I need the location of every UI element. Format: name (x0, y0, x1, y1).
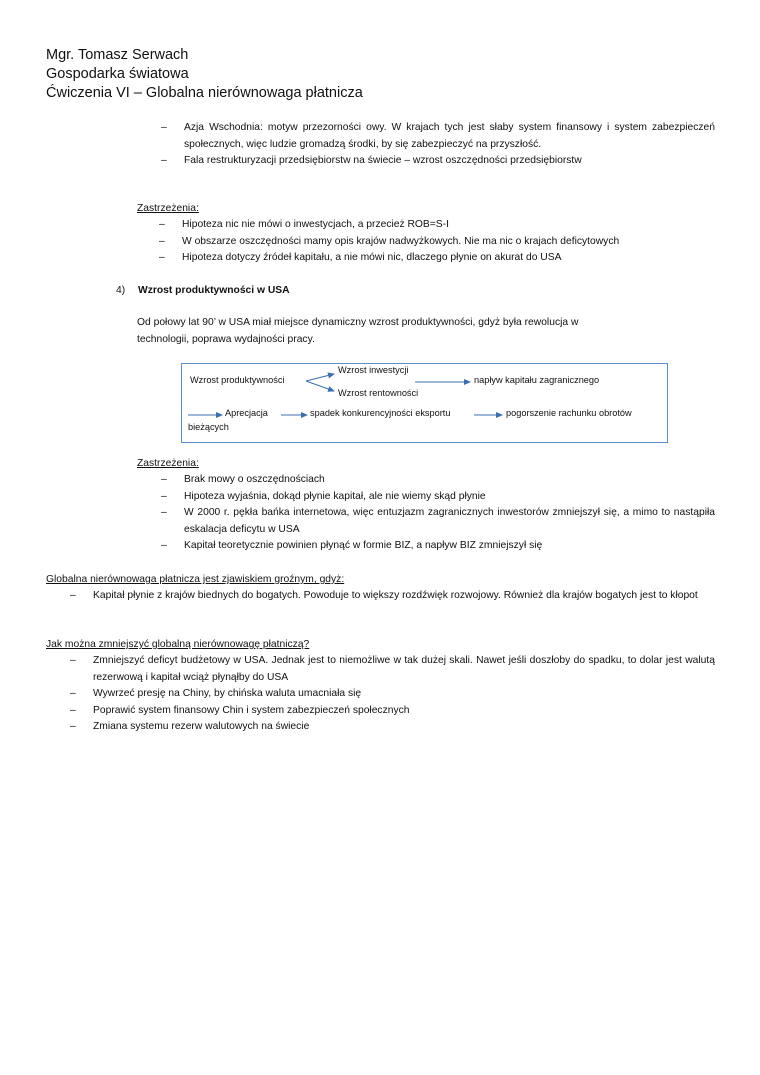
top-list (161, 120, 715, 170)
list-item: – Hipoteza dotyczy źródeł kapitału, a nie mówi nic, dlaczego płynie on akurat do USA (159, 250, 715, 267)
dash-marker: – (161, 540, 167, 551)
dash-marker: – (161, 155, 167, 166)
flow-diagram (181, 363, 668, 443)
node-profitability: Wzrost rentowności (338, 388, 419, 398)
section4-heading: Jak można zmniejszyć globalną nierównowagę płatniczą? (46, 639, 310, 650)
node-appreciation: Aprecjacja (225, 408, 268, 418)
list-item: – Wywrzeć presję na Chiny, by chińska waluta umacniała się (70, 686, 715, 703)
subject-title: Gospodarka światowa (46, 66, 189, 82)
list-item: – Zmiana systemu rezerw walutowych na świecie (70, 719, 715, 736)
dash-marker: – (159, 252, 165, 263)
list-item: – Kapitał teoretycznie powinien płynąć w formie BIZ, a napływ BIZ zmniejszył się (161, 538, 715, 555)
section2-list (161, 472, 715, 555)
dash-marker: – (70, 721, 76, 732)
section3-heading: Globalna nierównowaga płatnicza jest zjawiskiem groźnym, gdyż: (46, 574, 345, 585)
dash-marker: – (70, 590, 76, 601)
list-item: – W obszarze oszczędności mamy opis krajów nadwyżkowych. Nie ma nic o krajach deficytowych (159, 234, 715, 251)
node-investment: Wzrost inwestycji (338, 365, 409, 375)
document-header (46, 46, 363, 103)
dash-marker: – (161, 122, 167, 133)
dash-marker: – (159, 235, 165, 247)
section1-heading: Zastrzeżenia: (137, 203, 199, 214)
section1-list (159, 217, 715, 267)
list-item: – Poprawić system finansowy Chin i system zabezpieczeń społecznych (70, 703, 715, 720)
list-item: – W 2000 r. pękła bańka internetowa, więc entuzjazm zagranicznych inwestorów zmniejszył się, a mimo to nastąpiła eskalacja deficytu w USA (161, 507, 715, 535)
node-account-cont: bieżących (188, 422, 229, 432)
node-account: pogorszenie rachunku obrotów (506, 408, 632, 418)
dash-marker: – (159, 219, 165, 230)
point4-number: 4) (116, 285, 126, 296)
section4-list (70, 653, 715, 736)
list-item: – Zmniejszyć deficyt budżetowy w USA. Jednak jest to niemożliwe w tak dużej skali. Nawet jeśli doszłoby do spadku, to dolar jest walutą rezerwową i kapitał wciąż płynąłby do USA (70, 655, 715, 683)
node-capital-inflow: napływ kapitału zagranicznego (474, 375, 600, 385)
list-item: – Kapitał płynie z krajów biednych do bogatych. Powoduje to większy rozdźwięk rozwojowy. Również dla krajów bogatych jest to kłopot (70, 588, 715, 605)
arrow-to-investment (306, 374, 334, 381)
dash-marker: – (70, 704, 76, 716)
list-item: – Brak mowy o oszczędnościach (161, 472, 715, 489)
dash-marker: – (161, 507, 167, 518)
list-item: – Hipoteza nic nie mówi o inwestycjach, a przecież ROB=S-I (159, 217, 715, 234)
arrow-to-profitability (306, 381, 334, 391)
point4-paragraph: Od połowy lat 90’ w USA miał miejsce dynamiczny wzrost produktywności, gdyż była rewolucja w technologii, poprawa wydajności pracy. (137, 317, 579, 345)
point4-title: Wzrost produktywności w USA (138, 285, 290, 296)
dash-marker: – (70, 655, 76, 666)
page-title: Ćwiczenia VI – Globalna nierównowaga płatnicza (46, 85, 363, 101)
author-name: Mgr. Tomasz Serwach (46, 47, 189, 63)
list-item: – Fala restrukturyzacji przedsiębiorstw na świecie – wzrost oszczędności przedsiębiorstw (161, 153, 715, 170)
node-competitiveness: spadek konkurencyjności eksportu (310, 408, 451, 418)
list-item: – Azja Wschodnia: motyw przezorności owy. W krajach tych jest słaby system finansowy i system zabezpieczeń społecznych, więc ludzie gromadzą środki, by się zabezpieczyć na przyszłość. (161, 122, 715, 150)
section3-list (70, 588, 715, 605)
section2-heading: Zastrzeżenia: (137, 458, 199, 469)
dash-marker: – (70, 688, 76, 699)
list-item: – Hipoteza wyjaśnia, dokąd płynie kapitał, ale nie wiemy skąd płynie (161, 489, 715, 506)
dash-marker: – (161, 490, 167, 502)
node-productivity: Wzrost produktywności (190, 375, 285, 385)
dash-marker: – (161, 474, 167, 485)
